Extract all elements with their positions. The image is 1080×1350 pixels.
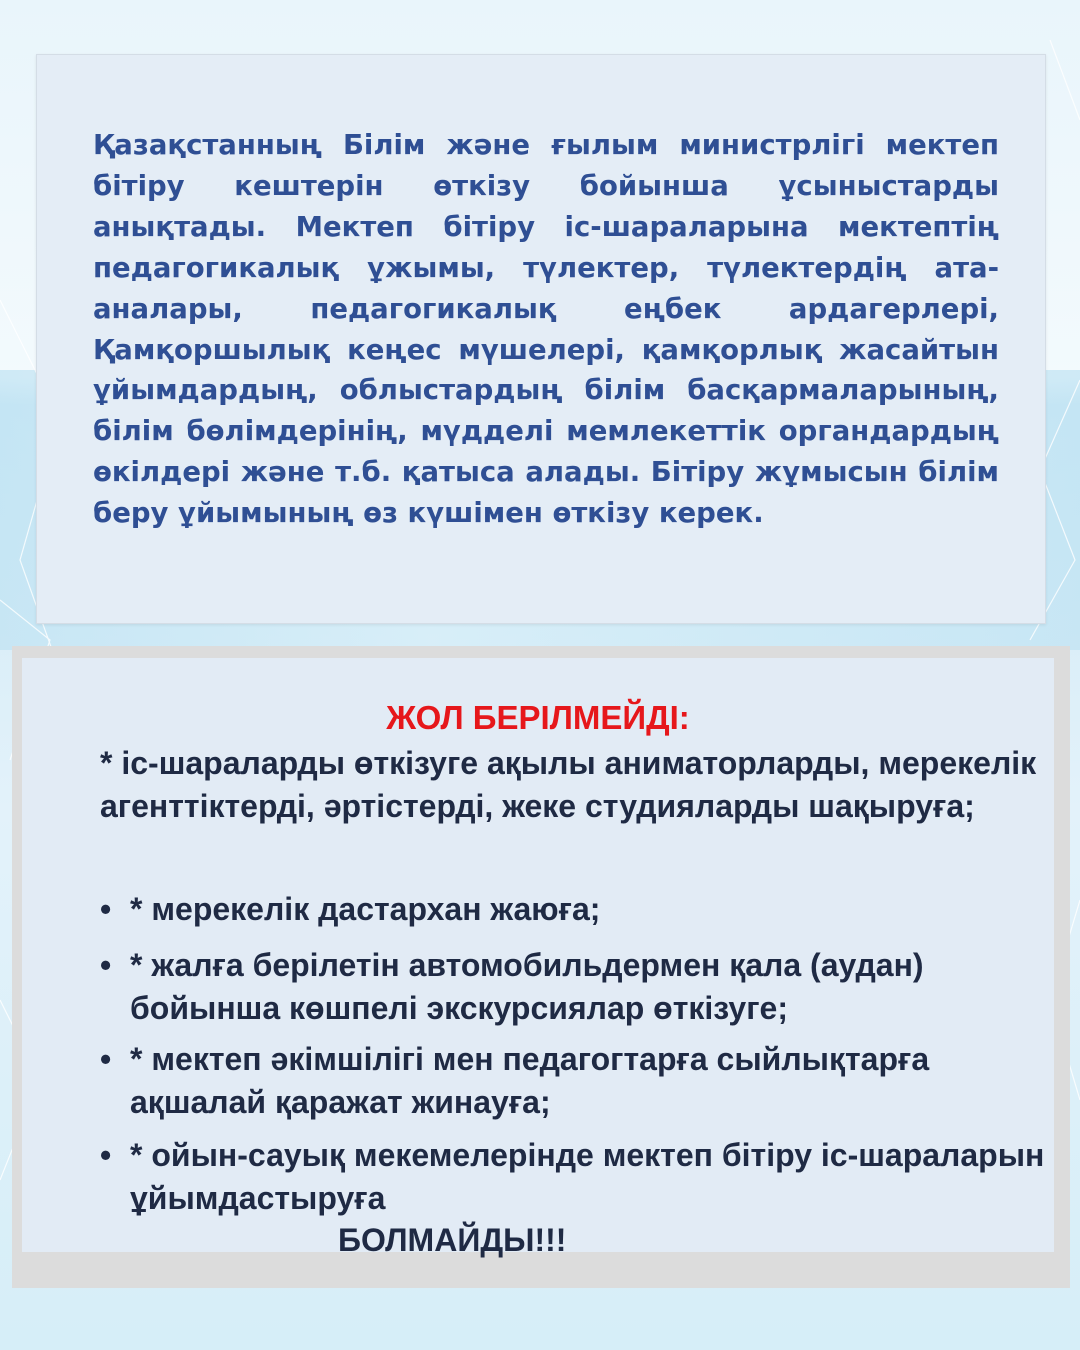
bullet-icon: • — [100, 947, 112, 983]
restrictions-title: ЖОЛ БЕРІЛМЕЙДІ: — [386, 699, 690, 736]
bullet-icon: • — [100, 1041, 112, 1077]
restrictions-card — [22, 658, 1054, 1258]
bullet-icon: • — [100, 1137, 112, 1173]
restrictions-card-frame — [12, 646, 1070, 1288]
closing-statement: БОЛМАЙДЫ!!! — [338, 1222, 567, 1258]
intro-paragraph: Қазақстанның Білім және ғылым министрлігі мектеп бітіру кештерін өткізу бойынша ұсыныстарды анықтады. Мектеп бітіру іс-шараларына мектептің педагогикалық ұжымы, түлектер, түлектердің ата-аналары, педагогикалық еңбек ардагерлері, Қамқоршылық кеңес мүшелері, қамқорлық жасайтын ұйымдардың, облыстардың білім басқармаларының, білім бөлімдерінің, мүдделі мемлекеттік органдардың өкілдері және т.б. қатыса алады. Бітіру жұмысын білім беру ұйымының өз күшімен өткізу керек. — [93, 129, 999, 530]
restriction-item-text: * жалға берілетін автомобильдермен қала (аудан) бойынша көшпелі экскурсиялар өткізуге; — [130, 947, 924, 1026]
restriction-item — [100, 944, 1050, 1030]
restriction-item-text: * ойын-сауық мекемелерінде мектеп бітіру іс-шараларын ұйымдастыруға — [130, 1137, 1045, 1216]
restriction-item-text: * мерекелік дастархан жаюға; — [130, 891, 601, 927]
restriction-item-text: * мектеп әкімшілігі мен педагогтарға сыйлықтарға ақшалай қаражат жинауға; — [130, 1041, 930, 1120]
info-card — [36, 54, 1046, 624]
restriction-item — [100, 888, 1050, 931]
bullet-icon: • — [100, 891, 112, 927]
restriction-lead-item: * іс-шараларды өткізуге ақылы аниматорларды, мерекелік агенттіктерді, әртістерді, жеке студияларды шақыруға; — [100, 745, 1037, 824]
restriction-item — [100, 1134, 1050, 1220]
restriction-item — [100, 1038, 1050, 1124]
